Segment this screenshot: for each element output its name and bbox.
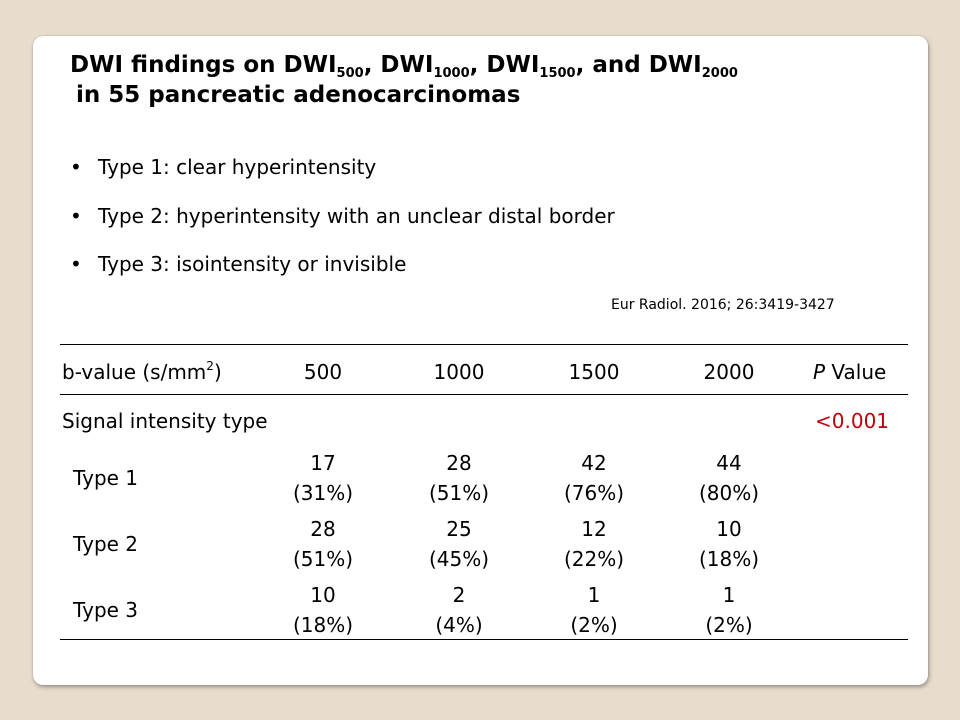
- header-col-1500: 1500: [568, 360, 620, 384]
- cell-type3-2000: 1 (2%): [705, 583, 753, 637]
- p-value: <0.001: [815, 409, 890, 433]
- header-bvalue: b-value $(s/mm^2)$: [62, 359, 222, 384]
- row-label-type-3: Type 3: [73, 598, 139, 622]
- cell-type2-500: 28 (51%): [292, 517, 354, 571]
- cell-type3-1000: 2 (4%): [435, 583, 483, 637]
- bullet-list: [70, 152, 615, 298]
- cell-type3-500: 10 (18%): [292, 583, 354, 637]
- table-top-rule: [60, 344, 908, 345]
- title-line-2: in 55 pancreatic adenocarcinomas: [76, 82, 521, 108]
- table-header-rule: [60, 394, 908, 395]
- bullet-item: • Type 3: isointensity or invisible: [70, 249, 615, 298]
- cell-type2-1500: 12 (22%): [563, 517, 625, 571]
- bullet-item: • Type 2: hyperintensity with an unclear distal border: [70, 201, 615, 250]
- bullet-dot: •: [70, 155, 82, 179]
- cell-type2-1000: 25 (45%): [428, 517, 490, 571]
- section-label: Signal intensity type: [62, 409, 268, 433]
- title-line-1: DWI findings on $DWI_{500}$, $DWI_{1000}$, $DWI_{1500}$, and $DWI_{2000}$: [70, 52, 738, 81]
- bullet-dot: •: [70, 203, 82, 228]
- cell-type1-2000: 44 (80%): [698, 451, 760, 505]
- row-label-type-2: Type 2: [73, 532, 139, 556]
- header-col-2000: 2000: [703, 360, 755, 384]
- cell-type3-1500: 1 (2%): [570, 583, 618, 637]
- cell-type2-2000: 10 (18%): [698, 517, 760, 571]
- bullet-dot: •: [70, 252, 82, 276]
- cell-type1-500: 17 (31%): [292, 451, 354, 505]
- cell-type1-1000: 28 (51%): [428, 451, 490, 505]
- table-bottom-rule: [60, 639, 908, 640]
- slide-title: [70, 50, 738, 110]
- bullet-item: • Type 1: clear hyperintensity: [70, 152, 615, 201]
- header-col-500: 500: [303, 360, 343, 384]
- row-label-type-1: Type 1: [73, 466, 139, 490]
- cell-type1-1500: 42 (76%): [563, 451, 625, 505]
- header-col-1000: 1000: [433, 360, 485, 384]
- citation: Eur Radiol. 2016; 26:3419-3427: [611, 297, 835, 313]
- header-p-value: P Value: [813, 360, 887, 384]
